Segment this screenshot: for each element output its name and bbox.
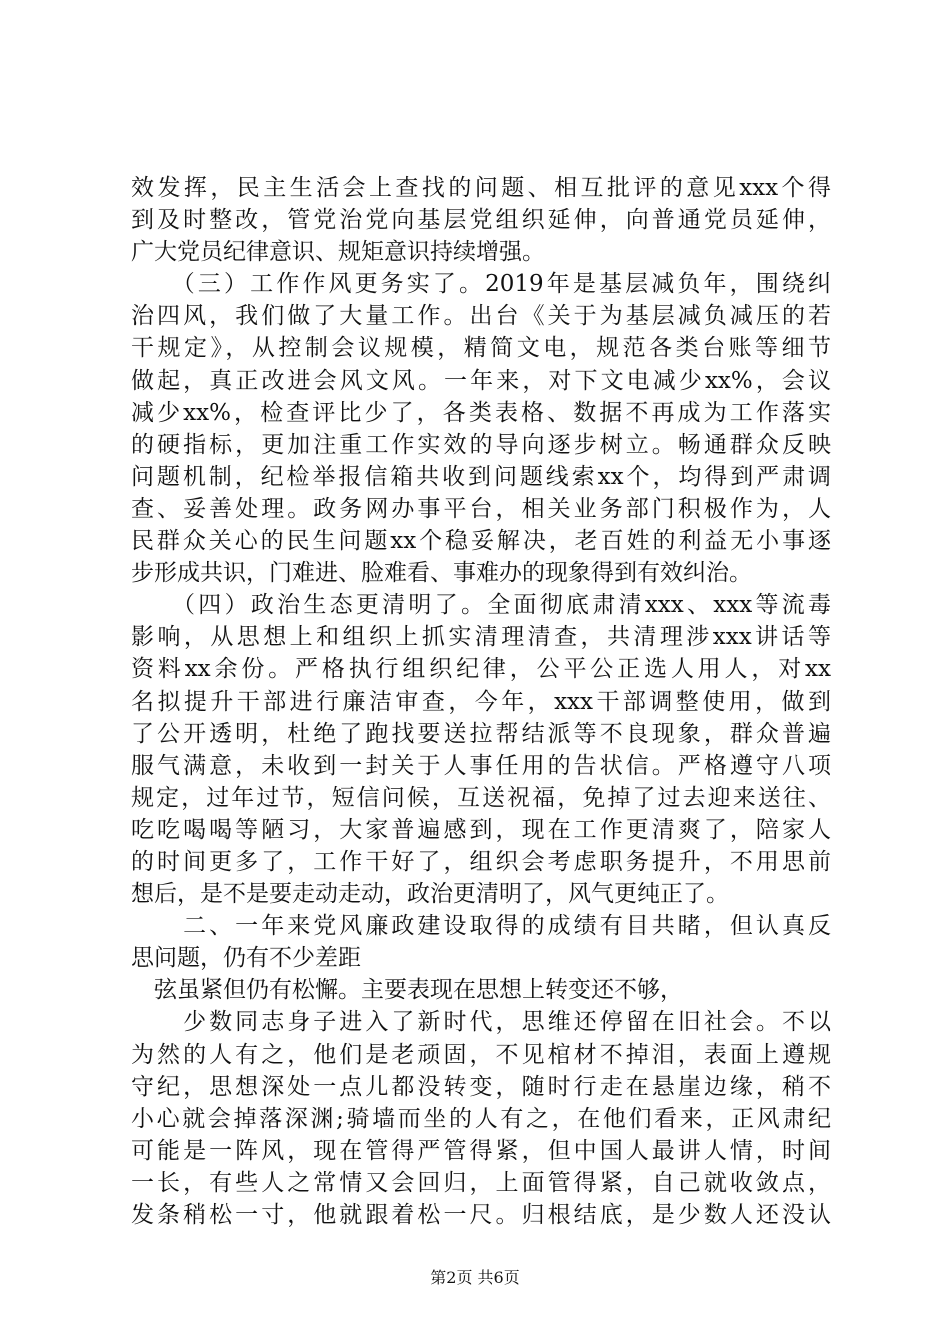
body-text-line: 干规定》，从控制会议规模，精简文电，规范各类台账等细节 [131,335,831,362]
body-text-line: （四）政治生态更清明了。全面彻底肃清xxx、xxx等流毒 [131,592,831,619]
body-text-line: 广大党员纪律意识、规矩意识持续增强。 [131,239,545,266]
body-text-line: （三）工作作风更务实了。2019年是基层减负年，围绕纠 [131,271,831,298]
body-text-line: 资料xx余份。严格执行组织纪律，公平公正选人用人，对xx [131,656,831,683]
body-text-line: 治四风，我们做了大量工作。出台《关于为基层减负减压的若 [131,303,831,330]
body-text-line: 效发挥，民主生活会上查找的问题、相互批评的意见xxx个得 [131,175,831,201]
body-text-line: 减少xx%，检查评比少了，各类表格、数据不再成为工作落实 [131,399,831,426]
body-text-line: 做起，真正改进会风文风。一年来，对下文电减少xx%，会议 [131,367,831,394]
body-text-line: 少数同志身子进入了新时代，思维还停留在旧社会。不以 [131,1009,831,1036]
body-text-line: 思问题，仍有不少差距 [131,945,361,972]
body-text-line: 的硬指标，更加注重工作实效的导向逐步树立。畅通群众反映 [131,431,831,458]
body-text-line: 服气满意，未收到一封关于人事任用的告状信。严格遵守八项 [131,752,831,779]
body-text-line: 小心就会掉落深渊;骑墙而坐的人有之，在他们看来，正风肃纪 [131,1105,831,1132]
body-text-line: 的时间更多了，工作干好了，组织会考虑职务提升，不用思前 [131,848,831,875]
body-text-line: 吃吃喝喝等陋习，大家普遍感到，现在工作更清爽了，陪家人 [131,816,831,843]
document-body [131,172,831,1231]
body-text-line: 了公开透明，杜绝了跑找要送拉帮结派等不良现象，群众普遍 [131,720,831,747]
body-text-line: 发条稍松一寸，他就跟着松一尺。归根结底，是少数人还没认 [131,1202,831,1228]
body-text-line: 步形成共识，门难进、脸难看、事难办的现象得到有效纠治。 [131,560,752,587]
body-text-line: 弦虽紧但仍有松懈。主要表现在思想上转变还不够， [131,977,683,1004]
body-text-line: 想后，是不是要走动走动，政治更清明了，风气更纯正了。 [131,881,729,908]
body-text-line: 守纪，思想深处一点儿都没转变，随时行走在悬崖边缘，稍不 [131,1073,831,1100]
body-text-line: 二、一年来党风廉政建设取得的成绩有目共睹，但认真反 [131,913,831,940]
body-text-line: 一长，有些人之常情又会回归，上面管得紧，自己就收敛点， [131,1169,831,1196]
body-text-line: 规定，过年过节，短信问候，互送祝福，免掉了过去迎来送往、 [131,784,831,811]
body-text-line: 可能是一阵风，现在管得严管得紧，但中国人最讲人情，时间 [131,1137,831,1164]
body-text-line: 为然的人有之，他们是老顽固，不见棺材不掉泪，表面上遵规 [131,1041,831,1068]
body-text-line: 名拟提升干部进行廉洁审查，今年，xxx干部调整使用，做到 [131,688,831,715]
body-text-line: 问题机制，纪检举报信箱共收到问题线索xx个，均得到严肃调 [131,463,831,490]
body-text-line: 影响，从思想上和组织上抓实清理清查，共清理涉xxx讲话等 [131,624,831,651]
body-text-line: 民群众关心的民生问题xx个稳妥解决，老百姓的利益无小事逐 [131,528,831,555]
page-footer: 第2页 共6页 [430,1268,520,1287]
body-text-line: 到及时整改，管党治党向基层党组织延伸，向普通党员延伸， [131,207,831,234]
body-text-line: 查、妥善处理。政务网办事平台，相关业务部门积极作为，人 [131,495,831,522]
